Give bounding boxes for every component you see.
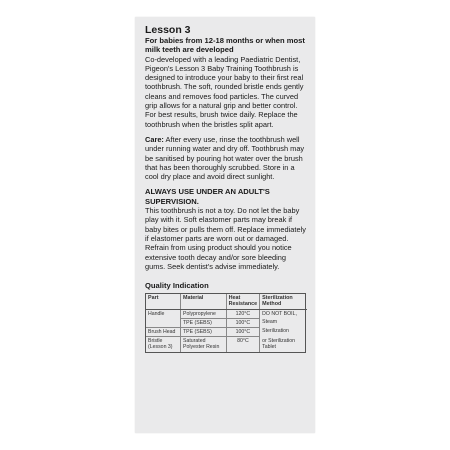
header-material: Material [181,294,227,309]
cell-method: or Sterilization Tablet [262,337,295,350]
cell-material: Saturated Polyester Resin [181,337,227,352]
header-part: Part [146,294,181,309]
cell-part [146,318,181,327]
care-paragraph [145,135,307,181]
table-row [146,327,307,336]
lesson-title: Lesson 3 [145,24,191,36]
quality-table [146,294,307,351]
intro-paragraph: Co-developed with a leading Paediatric Dentist, Pigeon's Lesson 3 Baby Training Toothbrush is designed to introduce your baby to their first real toothbrush. The soft, rounded bristle ends gently cleans and removes food particles. The curved grip allows for a natural grip and better control. For best results, brush twice daily. Replace the toothbrush when the bristles split apart. [145,54,304,129]
cell-part: Brush Head [146,327,181,336]
cell-heat: 120°C [226,309,259,318]
warning-paragraph: This toothbrush is not a toy. Do not let the baby play with it. Soft elastomer parts may break if baby bites or pulls them off. Replace immediately if elastomer parts are worn out or damaged. Refrain from using product should you notice extensive tooth decay and/or sore bleeding gums. Seek dentist's advise immediately. [145,206,306,271]
quality-title: Quality Indication [145,281,209,291]
table-row [146,309,307,318]
cell-method: Steam [262,319,278,326]
cell-material: TPE (SEBS) [181,318,227,327]
cell-part: Handle [146,309,181,318]
cell-material: TPE (SEBS) [181,327,227,336]
cell-heat: 100°C [226,327,259,336]
cell-part: Bristle (Lesson 3) [146,337,181,352]
age-subtitle: For babies from 12-18 months or when most milk teeth are developed [145,36,305,55]
quality-table-frame [145,293,306,352]
cell-method: Sterilization [262,328,289,335]
cell-method: DO NOT BOIL, [262,310,297,317]
cell-material: Polypropylene [181,309,227,318]
cell-heat: 80°C [226,337,259,352]
product-info-card [135,17,315,433]
table-row [146,318,307,327]
warning-title: ALWAYS USE UNDER AN ADULT'S SUPERVISION. [145,187,270,206]
table-header-row [146,294,307,309]
header-heat: Heat Resistance [226,294,259,309]
care-label: Care: [145,134,164,144]
care-text: After every use, rinse the toothbrush well under running water and dry off. Toothbrush may be sanitised by pouring hot water over the brush that has been thoroughly scrubbed. Store in a cool dry place and avoid direct sunlight. [145,134,305,182]
table-row [146,337,307,352]
cell-heat: 100°C [226,318,259,327]
header-method: Sterilization Method [260,294,307,309]
